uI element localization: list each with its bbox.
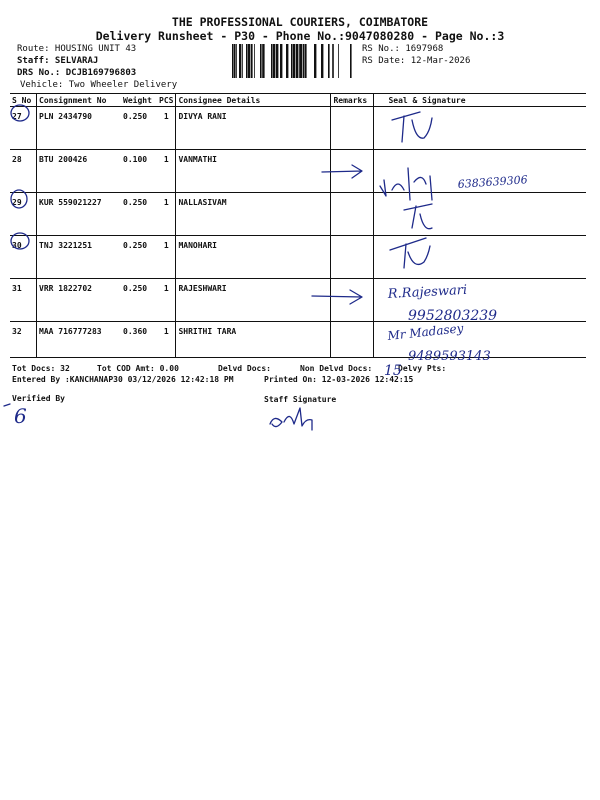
pcs-cell: 1	[157, 193, 176, 236]
non-delivered-docs: Non Delvd Docs:	[300, 364, 373, 373]
consignment-cell: VRR 1822702	[37, 279, 122, 322]
weight-cell: 0.100	[121, 150, 157, 193]
drs-number: DRS No.: DCJB169796803	[17, 68, 137, 78]
sno-cell: 27	[10, 107, 37, 150]
pcs-cell: 1	[157, 322, 176, 358]
pcs-cell: 1	[157, 236, 176, 279]
col-signature-header: Seal & Signature	[374, 94, 586, 107]
delivered-docs: Delvd Docs:	[218, 364, 271, 373]
sno-cell: 31	[10, 279, 37, 322]
table-header-row	[10, 94, 586, 107]
name-row-32: Mr Madasey	[386, 321, 465, 343]
table-row	[10, 279, 586, 322]
pcs-cell: 1	[157, 279, 176, 322]
remarks-cell	[331, 236, 374, 279]
staff-label: Staff: SELVARAJ	[17, 56, 99, 66]
consignment-cell: TNJ 3221251	[37, 236, 122, 279]
verified-by-label: Verified By	[12, 394, 65, 403]
table-row	[10, 150, 586, 193]
consignment-cell: BTU 200426	[37, 150, 122, 193]
signature-cell	[374, 236, 586, 279]
consignment-cell: KUR 559021227	[37, 193, 122, 236]
col-weight-header: Weight	[121, 94, 157, 107]
col-consignment-header: Consignment No	[37, 94, 122, 107]
col-consignee-header: Consignee Details	[176, 94, 331, 107]
col-sno-header: S No	[10, 94, 37, 107]
remarks-cell	[331, 107, 374, 150]
remarks-cell	[331, 150, 374, 193]
signature-cell	[374, 279, 586, 322]
sno-cell: 29	[10, 193, 37, 236]
entered-by: Entered By :KANCHANAP30 03/12/2026 12:42:18 PM	[12, 375, 234, 384]
col-pcs-header: PCS	[157, 94, 176, 107]
phone-row-32: 9489593143	[408, 349, 491, 364]
consignment-cell: MAA 716777283	[37, 322, 122, 358]
sno-cell: 30	[10, 236, 37, 279]
sno-cell: 28	[10, 150, 37, 193]
rs-number: RS No.: 1697968	[362, 44, 444, 54]
table-row	[10, 236, 586, 279]
delivery-points: Delvy Pts:	[398, 364, 447, 373]
staff-signature-label: Staff Signature	[264, 395, 337, 404]
consignee-cell: VANMATHI	[176, 150, 331, 193]
rs-date: RS Date: 12-Mar-2026	[362, 56, 471, 66]
pcs-cell: 1	[157, 150, 176, 193]
signature-cell	[374, 150, 586, 193]
company-title: THE PROFESSIONAL COURIERS, COIMBATORE	[171, 15, 429, 29]
consignee-cell: MANOHARI	[176, 236, 331, 279]
runsheet-table	[10, 93, 586, 358]
verified-tick	[4, 404, 10, 406]
remarks-cell	[331, 322, 374, 358]
verified-mark: 6	[14, 404, 27, 428]
staff-signature-scribble	[270, 408, 312, 430]
remarks-cell	[331, 193, 374, 236]
consignee-cell: NALLASIVAM	[176, 193, 331, 236]
vehicle-label: Vehicle: Two Wheeler Delivery	[20, 80, 178, 90]
consignment-cell: PLN 2434790	[37, 107, 122, 150]
barcode-image	[232, 44, 356, 78]
weight-cell: 0.250	[121, 279, 157, 322]
col-remarks-header: Remarks	[331, 94, 374, 107]
sno-cell: 32	[10, 322, 37, 358]
weight-cell: 0.250	[121, 236, 157, 279]
weight-cell: 0.250	[121, 193, 157, 236]
signature-cell	[374, 193, 586, 236]
table-row	[10, 322, 586, 358]
total-docs: Tot Docs: 32	[12, 364, 70, 373]
table-row	[10, 107, 586, 150]
signature-cell	[374, 107, 586, 150]
total-cod-amount: Tot COD Amt: 0.00	[97, 364, 179, 373]
name-row-31: R.Rajeswari	[387, 282, 468, 302]
table-row	[10, 193, 586, 236]
runsheet-subtitle: Delivery Runsheet - P30 - Phone No.:9047080280 - Page No.:3	[95, 29, 505, 43]
pcs-cell: 1	[157, 107, 176, 150]
weight-cell: 0.250	[121, 107, 157, 150]
consignee-cell: DIVYA RANI	[176, 107, 331, 150]
weight-cell: 0.360	[121, 322, 157, 358]
phone-row-31: 9952803239	[408, 308, 498, 324]
remarks-cell	[331, 279, 374, 322]
non-delivered-mark: 15	[384, 363, 402, 379]
consignee-cell: SHRITHI TARA	[176, 322, 331, 358]
printed-on: Printed On: 12-03-2026 12:42:15	[264, 375, 414, 384]
route-label: Route: HOUSING UNIT 43	[17, 44, 137, 54]
phone-row-28: 6383639306	[457, 173, 529, 191]
consignee-cell: RAJESHWARI	[176, 279, 331, 322]
signature-cell	[374, 322, 586, 358]
